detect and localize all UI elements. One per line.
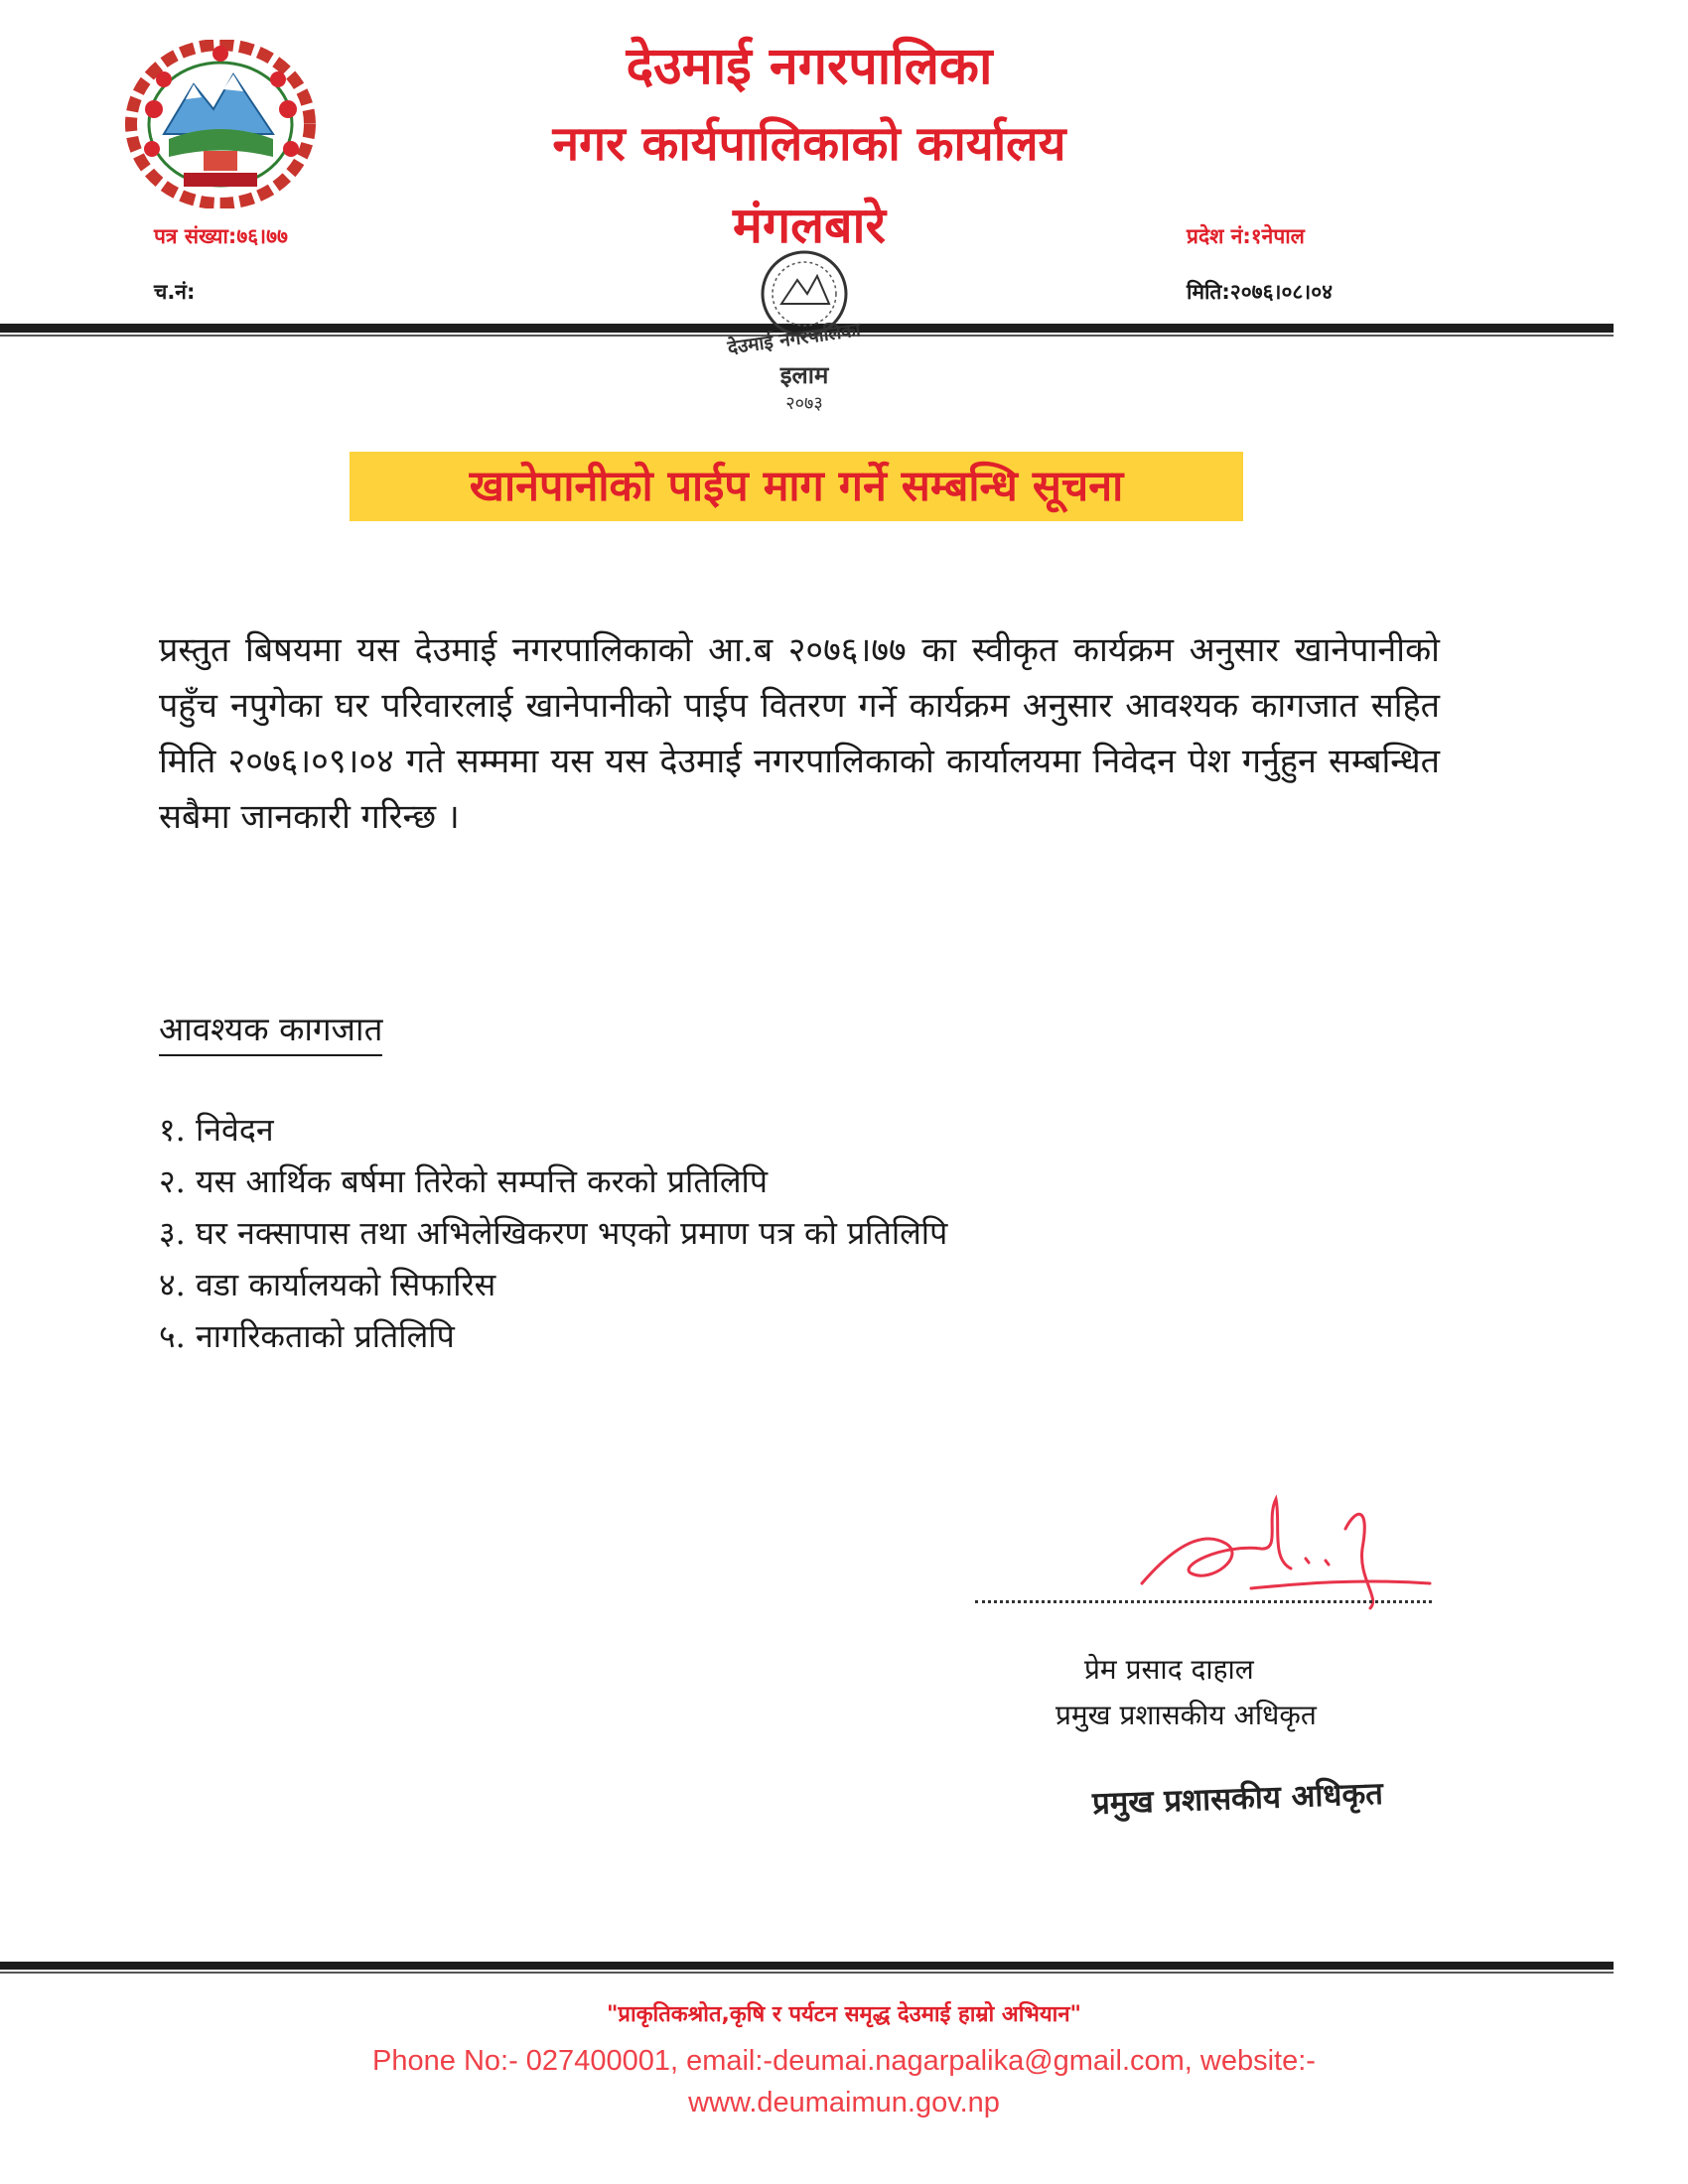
municipality-seal-icon [710, 246, 899, 415]
office-name: नगर कार्यपालिकाको कार्यालय [552, 116, 1066, 172]
seal-ring-text: देउमाई नगरपालिका [726, 319, 862, 359]
notice-body: प्रस्तुत बिषयमा यस देउमाई नगरपालिकाको आ.ब २०७६।७७ का स्वीकृत कार्यक्रम अनुसार खानेपानीको पहुँच नपुगेका घर परिवारलाई खानेपानीको पाईप वितरण गर्ने कार्यक्रम अनुसार आवश्यक कागजात सहित मिति २०७६।०९।०४ गते सम्ममा यस यस देउमाई नगरपालिकाको कार्यालयमा निवेदन पेश गर्नुहुन सम्बन्धित सबैमा जानकारी गरिन्छ । [159, 630, 1440, 837]
dispatch-number: च.नं: [154, 280, 196, 304]
organization-name: देउमाई नगरपालिका [626, 36, 993, 96]
designation-stamp: प्रमुख प्रशासकीय अधिकृत [1091, 1775, 1384, 1823]
required-documents-list [159, 1104, 1251, 1362]
signatory-title: प्रमुख प्रशासकीय अधिकृत [1055, 1699, 1317, 1731]
signatory-name: प्रेम प्रसाद दाहाल [1084, 1653, 1254, 1686]
letter-date: मिति:२०७६।०८।०४ [1187, 280, 1334, 304]
signature-line [975, 1600, 1432, 1603]
list-item: ५. नागरिकताको प्रतिलिपि [159, 1317, 455, 1355]
notice-title: खानेपानीको पाईप माग गर्ने सम्बन्धि सूचना [350, 452, 1243, 521]
letter-number: पत्र संख्या:७६।७७ [154, 224, 288, 248]
required-documents-heading: आवश्यक कागजात [159, 1005, 382, 1056]
footer-divider-thin [0, 1972, 1614, 1974]
footer-slogan: "प्राकृतिकश्रोत,कृषि र पर्यटन समृद्ध देउमाई हाम्रो अभियान" [606, 2002, 1082, 2027]
footer-website: www.deumaimun.gov.np [688, 2087, 1000, 2118]
signature-icon [1132, 1489, 1450, 1628]
footer-contact: Phone No:- 027400001, email:-deumai.nagarpalika@gmail.com, website:- [372, 2045, 1316, 2077]
seal-place: इलाम [779, 360, 829, 389]
seal-year: २०७३ [785, 393, 823, 414]
list-item: ४. वडा कार्यालयको सिफारिस [159, 1266, 496, 1303]
footer-divider [0, 1962, 1614, 1970]
nepal-emblem-icon [124, 40, 318, 208]
province-label: प्रदेश नं:१नेपाल [1187, 224, 1305, 248]
day-heading: मंगलबारे [733, 196, 886, 254]
list-item: १. निवेदन [159, 1111, 274, 1149]
list-item: ३. घर नक्सापास तथा अभिलेखिकरण भएको प्रमाण पत्र को प्रतिलिपि [159, 1214, 948, 1252]
list-item: २. यस आर्थिक बर्षमा तिरेको सम्पत्ति करको प्रतिलिपि [159, 1162, 769, 1200]
